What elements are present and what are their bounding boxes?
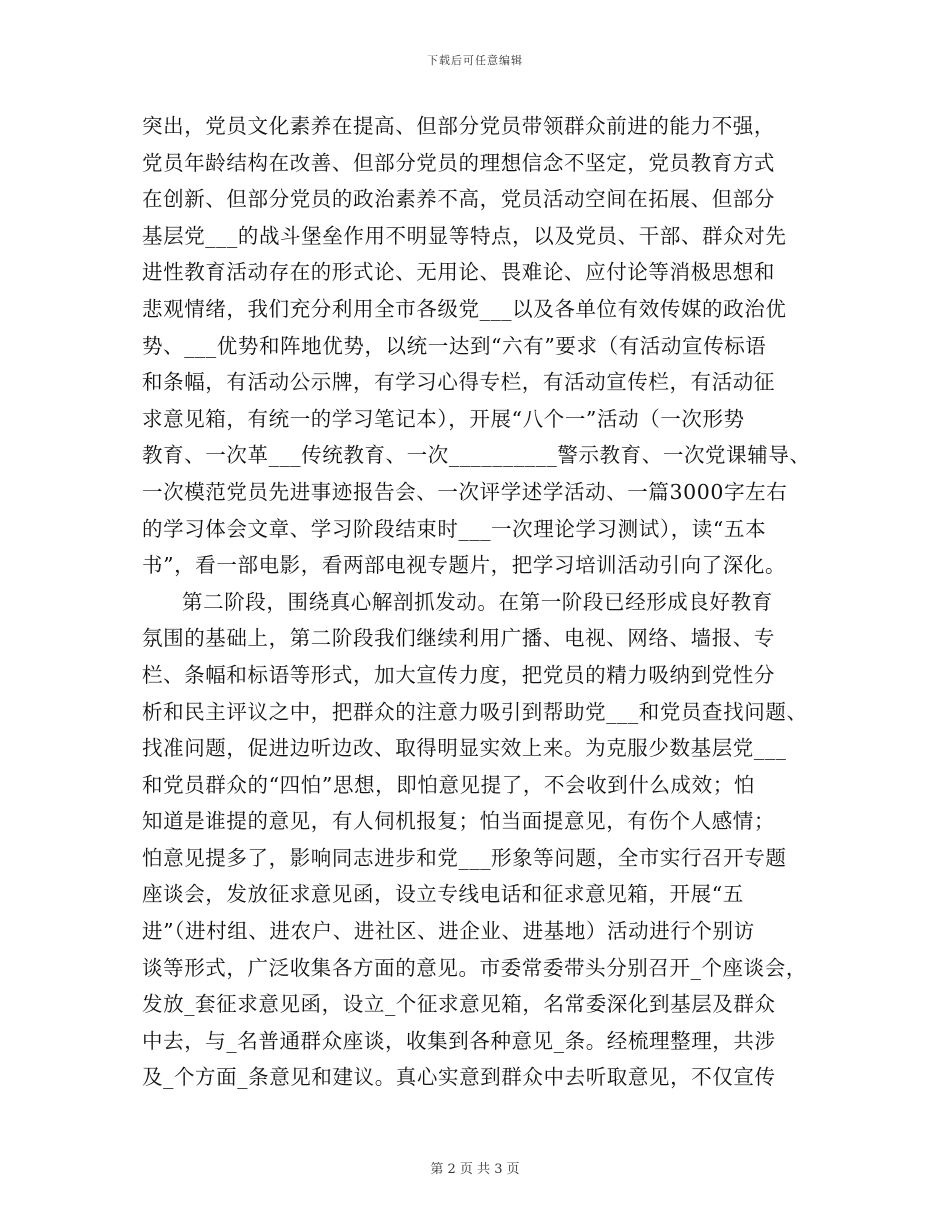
text-line: 基层党___的战斗堡垒作用不明显等特点，以及党员、干部、群众对先	[142, 223, 787, 248]
text-line: 突出，党员文化素养在提高、但部分党员带领群众前进的能力不强，	[142, 114, 775, 138]
text-line: 书”，看一部电影，看两部电视专题片，把学习培训活动引向了深化。	[142, 553, 787, 578]
text-line: 进性教育活动存在的形式论、无用论、畏难论、应付论等消极思想和	[142, 260, 775, 285]
text-line: 析和民主评议之中，把群众的注意力吸引到帮助党___和党员查找问题、	[142, 699, 808, 724]
text-line: 和党员群众的“四怕”思想，即怕意见提了，不会收到什么成效；怕	[142, 772, 755, 797]
document-body	[142, 108, 822, 1096]
text-line: 发放_套征求意见函，设立_个征求意见箱，名常委深化到基层及群众	[142, 992, 776, 1017]
text-line: 一次模范党员先进事迹报告会、一次评学述学活动、一篇3000字左右	[142, 479, 788, 504]
text-line: 中去，与_名普通群众座谈，收集到各种意见_条。经梳理整理，共涉	[142, 1028, 776, 1053]
text-line: 的学习体会文章、学习阶段结束时___一次理论学习测试），读“五本	[142, 516, 767, 541]
page-number: 第 2 页 共 3 页	[430, 1162, 520, 1177]
text-line: 求意见箱，有统一的学习笔记本），开展“八个一”活动（一次形势	[142, 406, 745, 431]
text-line: 悲观情绪，我们充分利用全市各级党___以及各单位有效传媒的政治优	[142, 296, 787, 321]
text-line: 栏、条幅和标语等形式，加大宣传力度，把党员的精力吸纳到党性分	[142, 662, 775, 687]
text-line: 进”（进村组、进农户、进社区、进企业、进基地）活动进行个别访	[142, 919, 755, 944]
text-line: 党员年龄结构在改善、但部分党员的理想信念不坚定，党员教育方式	[142, 150, 775, 175]
text-line: 在创新、但部分党员的政治素养不高，党员活动空间在拓展、但部分	[142, 187, 775, 212]
text-line: 氛围的基础上，第二阶段我们继续利用广播、电视、网络、墙报、专	[142, 626, 775, 651]
text-line: 势、___优势和阵地优势，以统一达到“六有”要求（有活动宣传标语	[142, 333, 767, 358]
text-line: 座谈会，发放征求意见函，设立专线电话和征求意见箱，开展“五	[142, 882, 744, 907]
text-line: 和条幅，有活动公示牌，有学习心得专栏，有活动宣传栏，有活动征	[142, 370, 775, 395]
paragraph-start-line: 第二阶段，围绕真心解剖抓发动。在第一阶段已经形成良好教育	[182, 589, 773, 614]
text-line: 及_个方面_条意见和建议。真心实意到群众中去听取意见，不仅宣传	[142, 1065, 776, 1090]
text-line: 谈等形式，广泛收集各方面的意见。市委常委带头分别召开_个座谈会，	[142, 955, 807, 980]
text-line: 知道是谁提的意见，有人伺机报复；怕当面提意见，有伤个人感情；	[142, 809, 775, 834]
page-header: 下载后可任意编辑	[427, 54, 523, 67]
text-line: 教育、一次革___传统教育、一次__________警示教育、一次党课辅导、	[142, 443, 811, 468]
text-line: 怕意见提多了，影响同志进步和党___形象等问题，全市实行召开专题	[142, 845, 787, 870]
text-line: 找准问题，促进边听边改、取得明显实效上来。为克服少数基层党___	[142, 736, 787, 761]
